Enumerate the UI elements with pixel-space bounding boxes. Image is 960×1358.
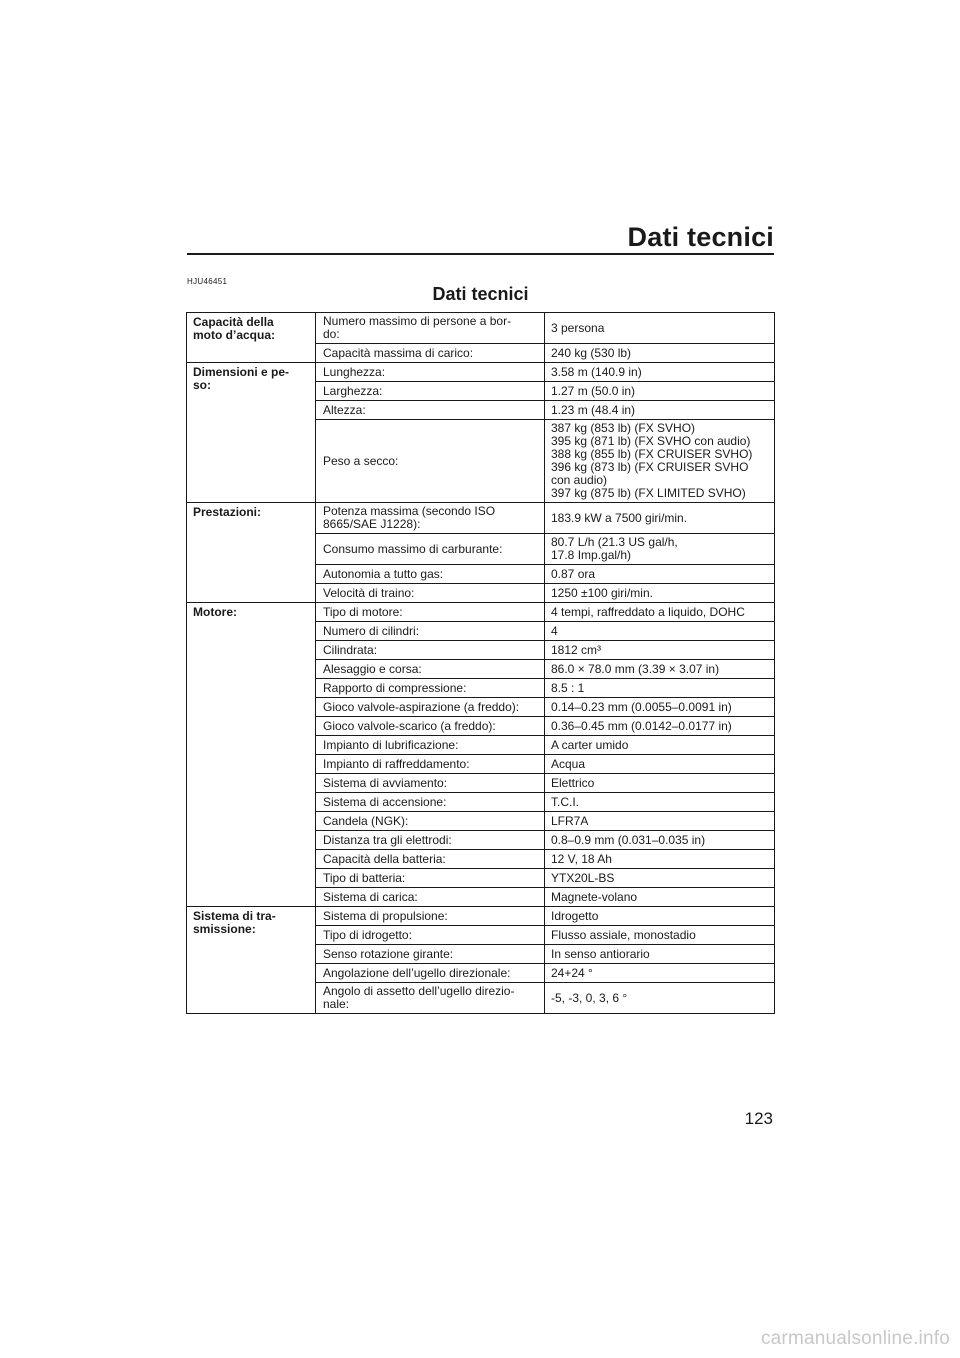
spec-value: 80.7 L/h (21.3 US gal/h, 17.8 Imp.gal/h) xyxy=(545,534,775,565)
spec-row xyxy=(187,313,775,344)
spec-value: 0.14–0.23 mm (0.0055–0.0091 in) xyxy=(545,698,775,717)
spec-row xyxy=(187,603,775,622)
watermark[interactable]: carmanualsonline.info xyxy=(760,1328,950,1349)
spec-table xyxy=(186,312,775,1014)
spec-label: Sistema di propulsione: xyxy=(316,907,545,926)
spec-value: 86.0 × 78.0 mm (3.39 × 3.07 in) xyxy=(545,660,775,679)
spec-value: 1.23 m (48.4 in) xyxy=(545,401,775,420)
spec-label: Tipo di batteria: xyxy=(316,869,545,888)
spec-label: Sistema di carica: xyxy=(316,888,545,907)
category-label: Prestazioni: xyxy=(187,503,316,603)
spec-value: 3.58 m (140.9 in) xyxy=(545,363,775,382)
spec-value: 0.8–0.9 mm (0.031–0.035 in) xyxy=(545,831,775,850)
spec-value: 387 kg (853 lb) (FX SVHO) 395 kg (871 lb) (FX SVHO con audio) 388 kg (855 lb) (FX CRUISER SVHO) 396 kg (873 lb) (FX CRUISER SVHO con audio) 397 kg (875 lb) (FX LIMITED SVHO) xyxy=(545,420,775,503)
spec-label: Senso rotazione girante: xyxy=(316,945,545,964)
spec-value: Idrogetto xyxy=(545,907,775,926)
spec-value: 1.27 m (50.0 in) xyxy=(545,382,775,401)
spec-label: Impianto di lubrificazione: xyxy=(316,736,545,755)
spec-label: Angolazione dell’ugello direzionale: xyxy=(316,964,545,983)
spec-value: 240 kg (530 lb) xyxy=(545,344,775,363)
spec-label: Tipo di motore: xyxy=(316,603,545,622)
spec-label: Alesaggio e corsa: xyxy=(316,660,545,679)
spec-value: Acqua xyxy=(545,755,775,774)
spec-value: 4 tempi, raffreddato a liquido, DOHC xyxy=(545,603,775,622)
spec-label: Lunghezza: xyxy=(316,363,545,382)
spec-label: Peso a secco: xyxy=(316,420,545,503)
spec-value: -5, -3, 0, 3, 6 ° xyxy=(545,983,775,1014)
spec-label: Impianto di raffreddamento: xyxy=(316,755,545,774)
spec-table-body xyxy=(187,313,775,1014)
page-number: 123 xyxy=(744,1109,773,1128)
category-label: Sistema di tra- smissione: xyxy=(187,907,316,1014)
spec-label: Tipo di idrogetto: xyxy=(316,926,545,945)
spec-value: 24+24 ° xyxy=(545,964,775,983)
header-rule xyxy=(187,253,774,255)
spec-label: Cilindrata: xyxy=(316,641,545,660)
spec-label: Larghezza: xyxy=(316,382,545,401)
spec-value: 1812 cm³ xyxy=(545,641,775,660)
spec-value: Magnete-volano xyxy=(545,888,775,907)
spec-label: Rapporto di compressione: xyxy=(316,679,545,698)
spec-value: T.C.I. xyxy=(545,793,775,812)
category-label: Capacità della moto d’acqua: xyxy=(187,313,316,363)
section-title: Dati tecnici xyxy=(432,284,529,304)
spec-label: Velocità di traino: xyxy=(316,584,545,603)
spec-row xyxy=(187,907,775,926)
spec-label: Sistema di avviamento: xyxy=(316,774,545,793)
spec-value: 0.87 ora xyxy=(545,565,775,584)
spec-value: A carter umido xyxy=(545,736,775,755)
spec-value: LFR7A xyxy=(545,812,775,831)
spec-label: Capacità della batteria: xyxy=(316,850,545,869)
spec-label: Angolo di assetto dell’ugello direzio- nale: xyxy=(316,983,545,1014)
category-label: Motore: xyxy=(187,603,316,907)
spec-value: Elettrico xyxy=(545,774,775,793)
spec-row xyxy=(187,503,775,534)
spec-label: Capacità massima di carico: xyxy=(316,344,545,363)
spec-value: 0.36–0.45 mm (0.0142–0.0177 in) xyxy=(545,717,775,736)
spec-label: Altezza: xyxy=(316,401,545,420)
spec-label: Distanza tra gli elettrodi: xyxy=(316,831,545,850)
spec-value: 183.9 kW a 7500 giri/min. xyxy=(545,503,775,534)
section-code: HJU46451 xyxy=(187,277,228,286)
spec-label: Candela (NGK): xyxy=(316,812,545,831)
spec-label: Potenza massima (secondo ISO 8665/SAE J1228): xyxy=(316,503,545,534)
spec-value: 1250 ±100 giri/min. xyxy=(545,584,775,603)
spec-label: Numero di cilindri: xyxy=(316,622,545,641)
category-label: Dimensioni e pe- so: xyxy=(187,363,316,503)
spec-value: 4 xyxy=(545,622,775,641)
spec-label: Autonomia a tutto gas: xyxy=(316,565,545,584)
spec-label: Sistema di accensione: xyxy=(316,793,545,812)
spec-label: Gioco valvole-aspirazione (a freddo): xyxy=(316,698,545,717)
spec-value: 3 persona xyxy=(545,313,775,344)
spec-value: Flusso assiale, monostadio xyxy=(545,926,775,945)
spec-value: 8.5 : 1 xyxy=(545,679,775,698)
spec-label: Consumo massimo di carburante: xyxy=(316,534,545,565)
spec-value: 12 V, 18 Ah xyxy=(545,850,775,869)
spec-value: YTX20L-BS xyxy=(545,869,775,888)
spec-label: Numero massimo di persone a bor- do: xyxy=(316,313,545,344)
spec-label: Gioco valvole-scarico (a freddo): xyxy=(316,717,545,736)
spec-value: In senso antiorario xyxy=(545,945,775,964)
spec-row xyxy=(187,363,775,382)
page-header-title: Dati tecnici xyxy=(627,222,774,252)
